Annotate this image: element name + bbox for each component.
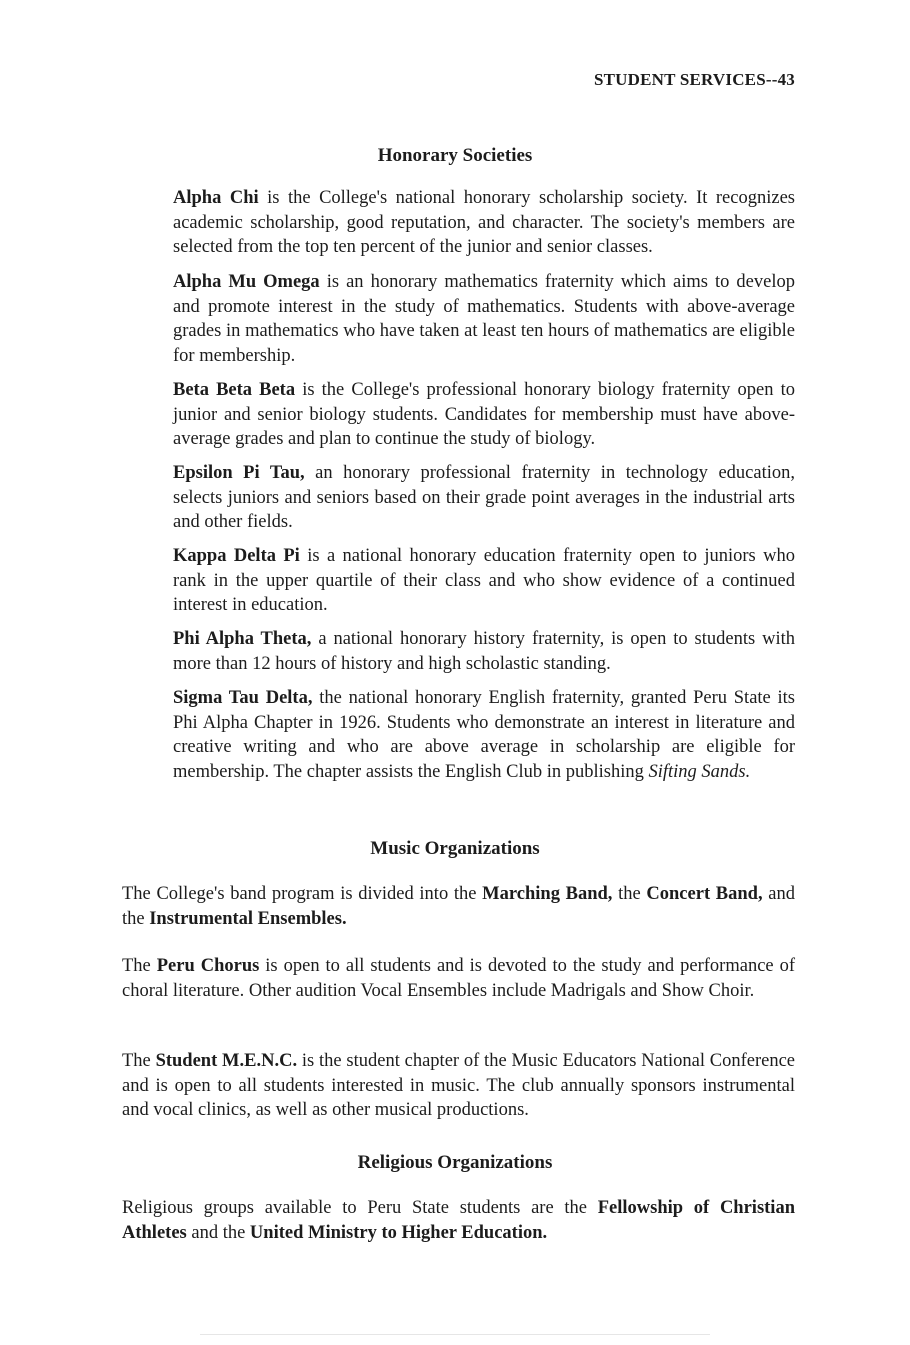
page-bottom-rule: [200, 1334, 710, 1335]
chorus-text: The: [122, 956, 157, 976]
society-description: is the College's professional honorary biology fraternity open to junior and senior biology students. Candidates for membership must have above-average grades and plan to continue the study of biology.: [173, 380, 795, 449]
chorus-paragraph: [122, 954, 795, 1003]
society-epsilon-pi-tau: [173, 461, 795, 535]
united-ministry-name: United Ministry to Higher Education.: [249, 1222, 548, 1243]
society-sigma-tau-delta: [173, 686, 795, 784]
menc-paragraph: [122, 1049, 795, 1123]
society-name: Alpha Chi: [173, 188, 259, 208]
society-description: is the College's national honorary scholarship society. It recognizes academic scholarship, good reputation, and character. The society's members are selected from the top ten percent of the junior and senior classes.: [173, 188, 795, 257]
society-description: a national honorary history fraternity, is open to students with more than 12 hours of history and high scholastic standing.: [173, 629, 795, 674]
religious-paragraph: [122, 1196, 795, 1245]
band-text: The College's band program is divided into the: [122, 884, 483, 904]
peru-chorus-name: Peru Chorus: [156, 956, 260, 976]
society-alpha-mu-omega: [173, 270, 795, 368]
band-text: and the: [122, 884, 795, 929]
religious-text: Religious groups available to Peru State students are the: [122, 1198, 598, 1218]
student-menc-name: Student M.E.N.C.: [155, 1051, 298, 1071]
running-head: STUDENT SERVICES--43: [593, 70, 795, 89]
religious-organizations-heading: Religious Organizations: [357, 1152, 553, 1173]
marching-band-name: Marching Band,: [482, 884, 613, 904]
society-alpha-chi: [173, 186, 795, 260]
society-beta-beta-beta: [173, 378, 795, 452]
menc-text: is the student chapter of the Music Educators National Conference and is open to all students interested in music. The club annually sponsors instrumental and vocal clinics, as well as other musical productions.: [122, 1051, 796, 1120]
society-name: Epsilon Pi Tau,: [173, 463, 305, 483]
band-paragraph: [122, 882, 795, 931]
society-name: Alpha Mu Omega: [173, 272, 320, 292]
society-kappa-delta-pi: [173, 544, 795, 618]
society-phi-alpha-theta: [173, 627, 795, 676]
publication-title: Sifting Sands.: [648, 761, 751, 782]
society-name: Sigma Tau Delta,: [173, 688, 313, 708]
music-organizations-heading: Music Organizations: [370, 838, 540, 859]
concert-band-name: Concert Band,: [646, 884, 763, 904]
chorus-text: is open to all students and is devoted to the study and performance of choral literature. Other audition Vocal Ensembles include Madrigals and Show Choir.: [122, 956, 795, 1001]
society-description: is a national honorary education fraternity open to juniors who rank in the upper quartile of their class and who show evidence of a continued interest in education.: [173, 546, 796, 615]
religious-text: and the: [186, 1222, 250, 1243]
band-text: the: [612, 884, 647, 904]
society-description: is an honorary mathematics fraternity which aims to develop and promote interest in the study of mathematics. Students with above-average grades in mathematics who have taken at least ten hours of mathematics are eligible for membership.: [173, 272, 795, 366]
society-name: Kappa Delta Pi: [173, 546, 300, 566]
society-name: Beta Beta Beta: [173, 380, 296, 400]
society-description: the national honorary English fraternity, granted Peru State its Phi Alpha Chapter in 1926. Students who demonstrate an interest in literature and creative writing and who are above average in scholarship are eligible for membership. The chapter assists the English Club in publishing: [173, 688, 796, 782]
instrumental-ensembles-name: Instrumental Ensembles.: [149, 908, 347, 929]
fca-name: Fellowship of Christian Athletes: [122, 1198, 795, 1243]
society-description: an honorary professional fraternity in technology education, selects juniors and seniors based on their grade point averages in the industrial arts and other fields.: [173, 463, 796, 532]
honorary-societies-heading: Honorary Societies: [377, 145, 533, 166]
society-name: Phi Alpha Theta,: [173, 629, 312, 649]
menc-text: The: [122, 1051, 156, 1071]
